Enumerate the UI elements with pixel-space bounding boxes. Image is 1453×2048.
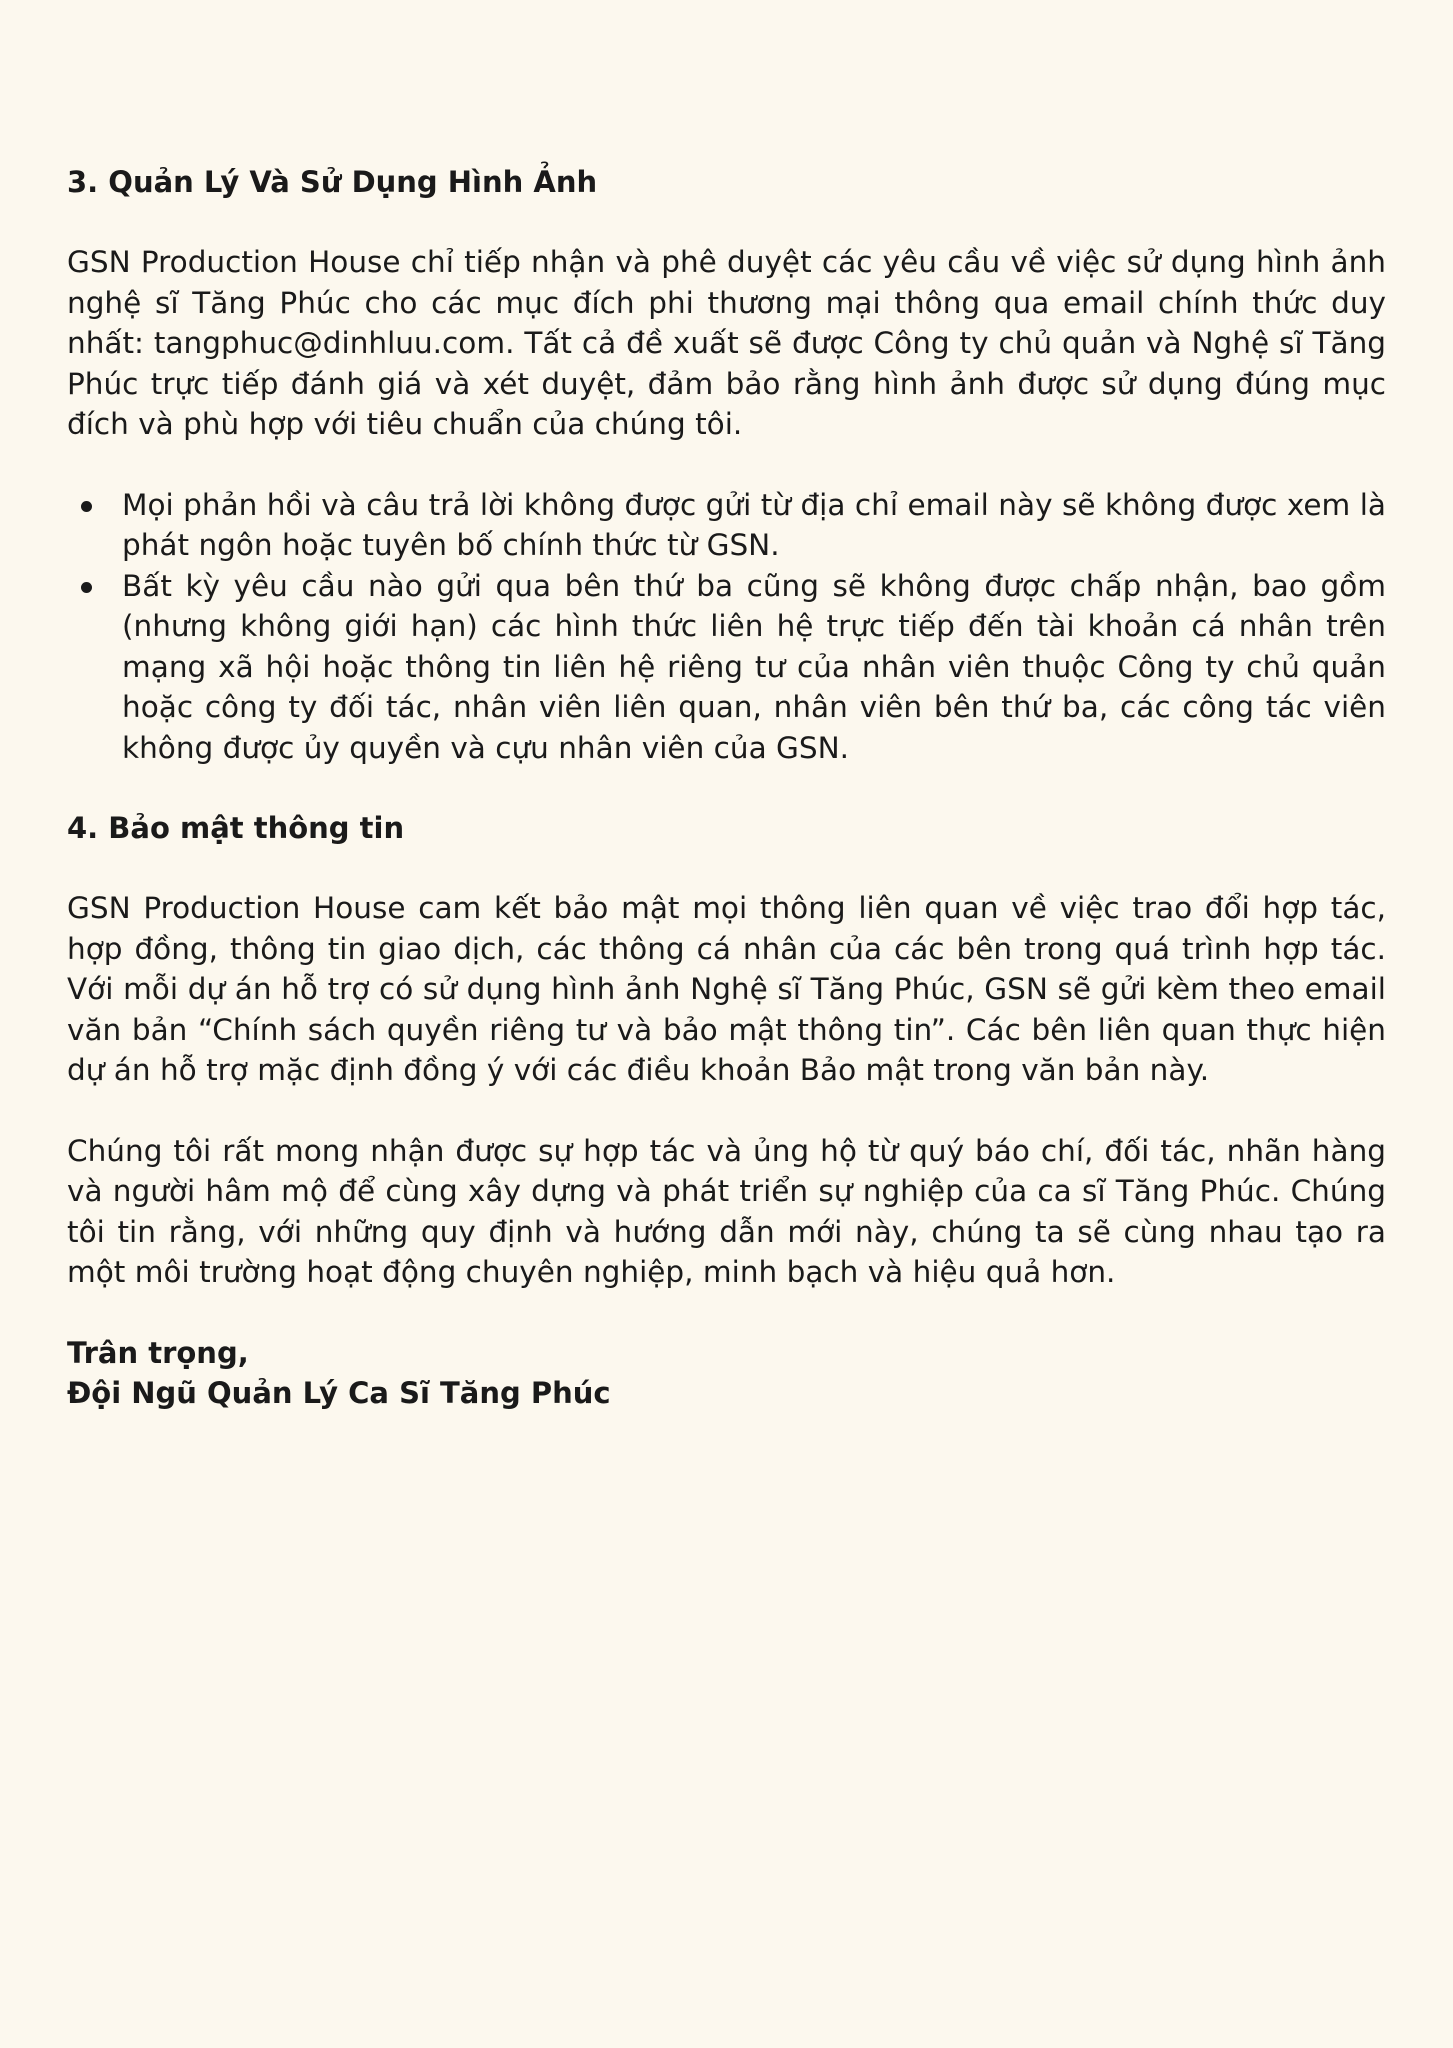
section-3-paragraph: GSN Production House chỉ tiếp nhận và phê duyệt các yêu cầu về việc sử dụng hình ảnh nghệ sĩ Tăng Phúc cho các mục đích phi thương mại thông qua email chính thức duy nhất: tangphuc@dinhluu.com. Tất cả đề xuất sẽ được Công ty chủ quản và Nghệ sĩ Tăng Phúc trực tiếp đánh giá và xét duyệt, đảm bảo rằng hình ảnh được sử dụng đúng mục đích và phù hợp với tiêu chuẩn của chúng tôi. [67, 245, 1386, 441]
signature: Đội Ngũ Quản Lý Ca Sĩ Tăng Phúc [67, 1375, 611, 1410]
bullet-text: Bất kỳ yêu cầu nào gửi qua bên thứ ba cũng sẽ không được chấp nhận, bao gồm (nhưng không giới hạn) các hình thức liên hệ trực tiếp đến tài khoản cá nhân trên mạng xã hội hoặc thông tin liên hệ riêng tư của nhân viên thuộc Công ty chủ quản hoặc công ty đối tác, nhân viên liên quan, nhân viên bên thứ ba, các công tác viên không được ủy quyền và cựu nhân viên của GSN. [122, 568, 1386, 765]
section-4-heading: 4. Bảo mật thông tin [67, 811, 405, 845]
closing-regards: Trân trọng, [67, 1335, 249, 1370]
list-item [67, 566, 1386, 769]
section-4-paragraph: GSN Production House cam kết bảo mật mọi thông liên quan về việc trao đổi hợp tác, hợp đồng, thông tin giao dịch, các thông cá nhân của các bên trong quá trình hợp tác. Với mỗi dự án hỗ trợ có sử dụng hình ảnh Nghệ sĩ Tăng Phúc, GSN sẽ gửi kèm theo email văn bản “Chính sách quyền riêng tư và bảo mật thông tin”. Các bên liên quan thực hiện dự án hỗ trợ mặc định đồng ý với các điều khoản Bảo mật trong văn bản này. [67, 891, 1386, 1087]
closing-paragraph: Chúng tôi rất mong nhận được sự hợp tác và ủng hộ từ quý báo chí, đối tác, nhãn hàng và người hâm mộ để cùng xây dựng và phát triển sự nghiệp của ca sĩ Tăng Phúc. Chúng tôi tin rằng, với những quy định và hướng dẫn mới này, chúng ta sẽ cùng nhau tạo ra một môi trường hoạt động chuyên nghiệp, minh bạch và hiệu quả hơn. [67, 1133, 1386, 1289]
section-3-heading: 3. Quản Lý Và Sử Dụng Hình Ảnh [67, 165, 598, 199]
bullet-icon [81, 582, 92, 593]
section-3-bullet-list [67, 485, 1386, 769]
document-page [67, 162, 1386, 1413]
bullet-text: Mọi phản hồi và câu trả lời không được gửi từ địa chỉ email này sẽ không được xem là phát ngôn hoặc tuyên bố chính thức từ GSN. [122, 487, 1386, 562]
bullet-icon [81, 501, 92, 512]
list-item [67, 485, 1386, 566]
